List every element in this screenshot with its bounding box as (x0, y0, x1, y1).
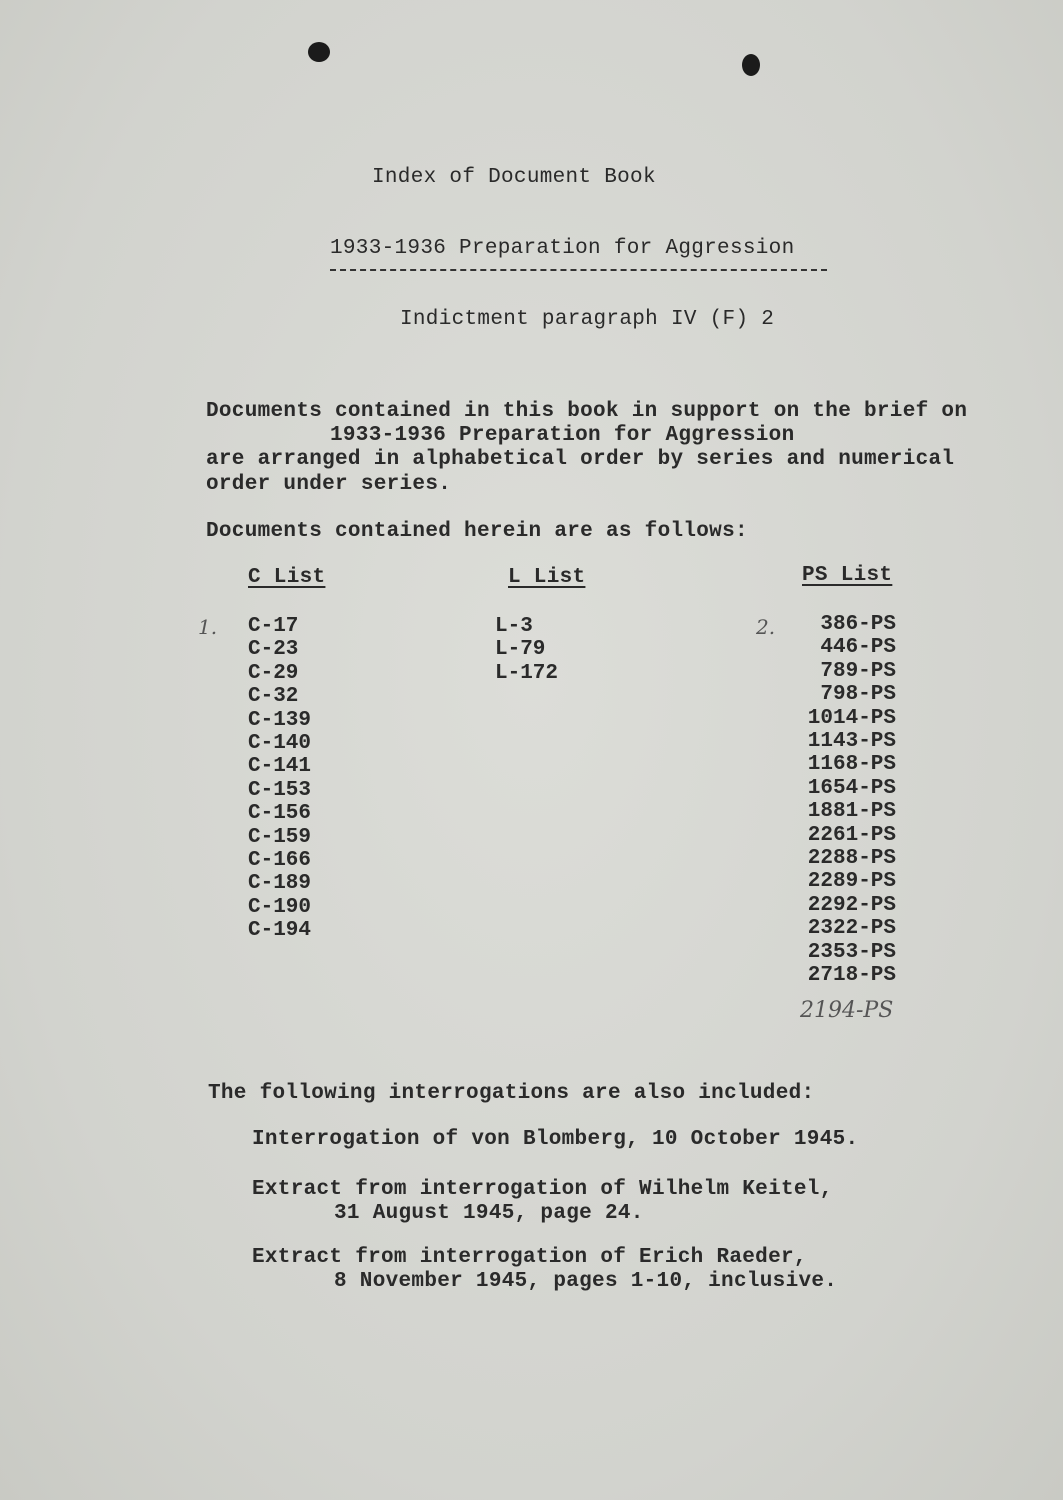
ps-list-item: 2292-PS (807, 893, 896, 917)
interrogation-raeder-line-1: Extract from interrogation of Erich Raeder, (252, 1246, 807, 1269)
punch-hole-right (742, 54, 760, 76)
c-list-item: C-166 (248, 849, 312, 873)
c-list-item: C-17 (248, 615, 299, 638)
interrogation-keitel-line-1: Extract from interrogation of Wilhelm Keitel, (252, 1178, 833, 1201)
page-title: Index of Document Book (372, 166, 656, 189)
ps-list-item: 2261-PS (807, 823, 896, 847)
ps-list-item: 1168-PS (807, 753, 896, 777)
c-list-item: C-32 (248, 685, 299, 709)
ps-list-item: 2322-PS (807, 917, 896, 941)
ps-list-item: 798-PS (820, 683, 896, 707)
handwritten-mark-1: 1. (198, 615, 218, 639)
ps-list-item: 446-PS (820, 636, 896, 660)
ps-list-heading: PS List (802, 564, 893, 587)
punch-hole-left (308, 42, 330, 62)
subtitle: 1933-1936 Preparation for Aggression (330, 237, 795, 260)
ps-list-item: 2289-PS (807, 870, 896, 894)
c-list-item: C-141 (248, 755, 312, 779)
ps-list (780, 613, 896, 988)
c-list-item: C-156 (248, 802, 312, 826)
c-list-item: C-190 (248, 895, 312, 919)
ps-list-item: 2353-PS (807, 940, 896, 964)
handwritten-mark-2: 2. (756, 615, 776, 639)
interrogation-raeder-line-2: 8 November 1945, pages 1-10, inclusive. (334, 1270, 838, 1293)
c-list-item: C-23 (248, 638, 299, 662)
c-list-item: C-189 (248, 872, 312, 896)
ps-list-item: 1014-PS (807, 706, 896, 730)
ps-list-item: 1881-PS (807, 800, 896, 824)
ps-list-item: 1143-PS (807, 730, 896, 754)
handwritten-ps-entry: 2194-PS (800, 998, 894, 1023)
intro-line-4: order under series. (206, 473, 452, 496)
l-list-heading: L List (508, 566, 586, 589)
l-list-item: L-172 (495, 661, 559, 685)
indictment-reference: Indictment paragraph IV (F) 2 (400, 308, 775, 331)
l-list (495, 615, 558, 685)
interrogation-blomberg: Interrogation of von Blomberg, 10 October 1945. (252, 1128, 859, 1151)
c-list-item: C-139 (248, 708, 312, 732)
c-list-item: C-159 (248, 825, 312, 849)
ps-list-item: 1654-PS (807, 776, 896, 800)
subtitle-divider (330, 269, 827, 271)
c-list-item: C-153 (248, 778, 312, 802)
c-list (248, 615, 311, 943)
intro-line-2: 1933-1936 Preparation for Aggression (330, 424, 795, 447)
intro-line-3: are arranged in alphabetical order by series and numerical (206, 448, 955, 471)
l-list-item: L-79 (495, 638, 546, 662)
c-list-heading: C List (248, 566, 326, 589)
interrogations-heading: The following interrogations are also included: (208, 1082, 815, 1105)
interrogation-keitel-line-2: 31 August 1945, page 24. (334, 1202, 644, 1225)
ps-list-item: 2288-PS (807, 847, 896, 871)
ps-list-item: 2718-PS (807, 964, 896, 988)
ps-list-item: 386-PS (820, 613, 896, 636)
c-list-item: C-194 (248, 919, 312, 943)
c-list-item: C-140 (248, 732, 312, 756)
l-list-item: L-3 (495, 615, 533, 638)
contents-heading: Documents contained herein are as follows: (206, 520, 748, 543)
ps-list-item: 789-PS (820, 659, 896, 683)
intro-line-1: Documents contained in this book in support on the brief on (206, 400, 968, 423)
c-list-item: C-29 (248, 661, 299, 685)
